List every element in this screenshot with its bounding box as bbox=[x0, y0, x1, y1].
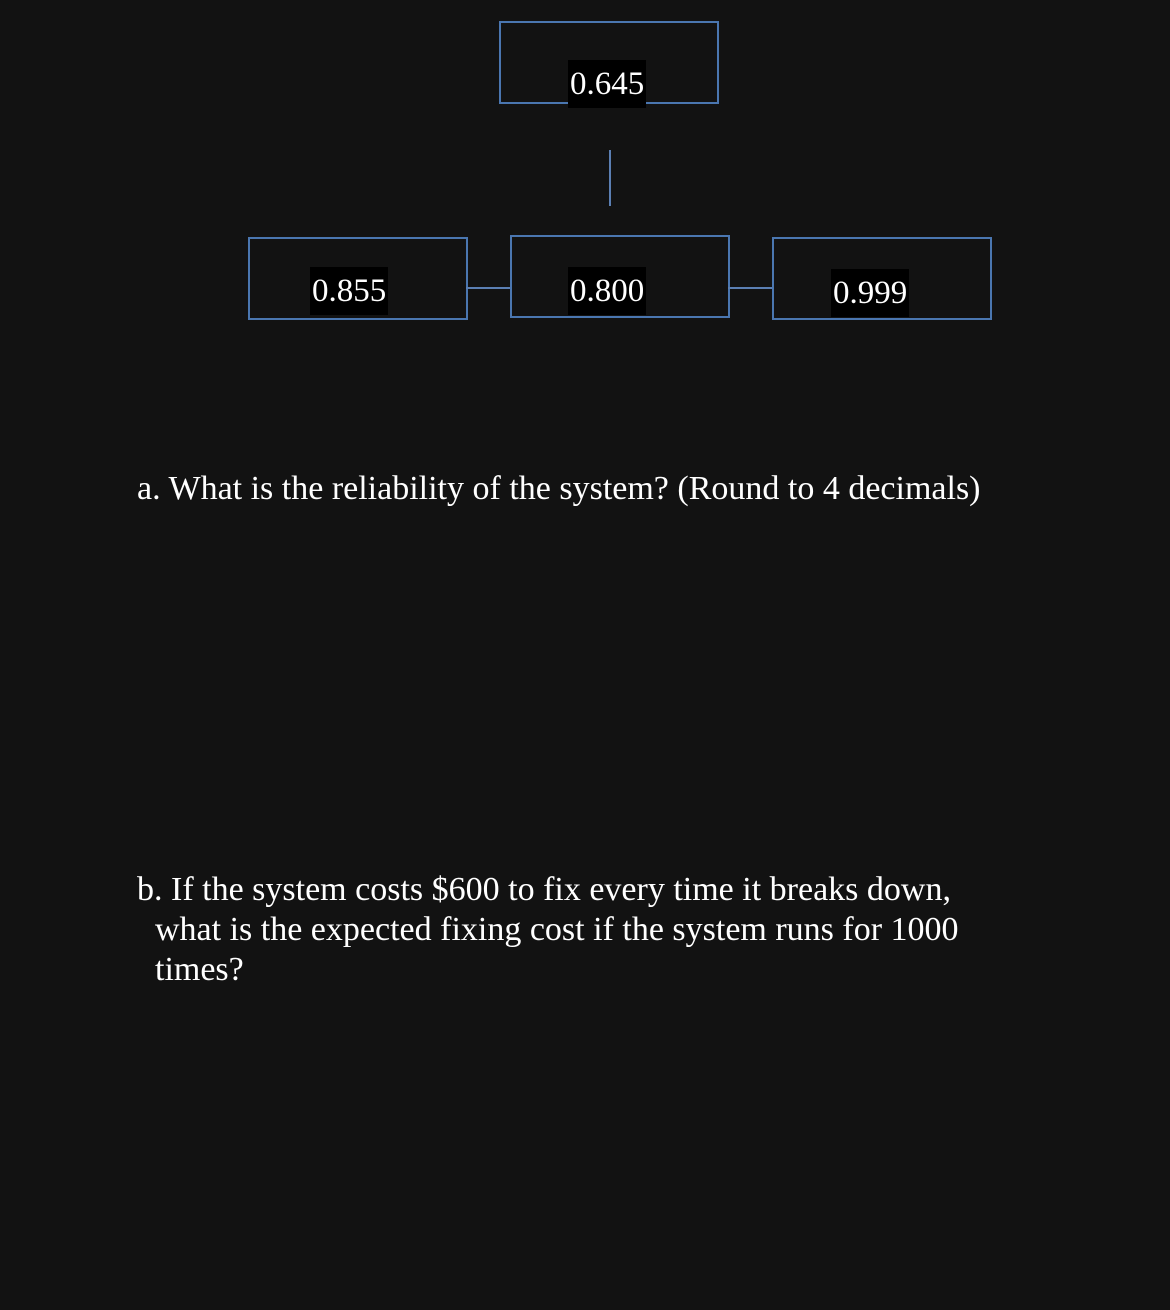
reliability-diagram bbox=[0, 0, 1170, 400]
component-label-right: 0.999 bbox=[831, 269, 909, 317]
connector-top-center bbox=[609, 150, 611, 206]
component-label-center: 0.800 bbox=[568, 267, 646, 315]
connector-center-right bbox=[728, 287, 774, 289]
question-b: b. If the system costs $600 to fix every time it breaks down, what is the expected fixing cost if the system runs for 1000 times? bbox=[137, 871, 959, 988]
connector-left-center bbox=[466, 287, 512, 289]
component-label-left: 0.855 bbox=[310, 267, 388, 315]
component-label-top: 0.645 bbox=[568, 60, 646, 108]
question-a: a. What is the reliability of the system? (Round to 4 decimals) bbox=[137, 470, 981, 507]
